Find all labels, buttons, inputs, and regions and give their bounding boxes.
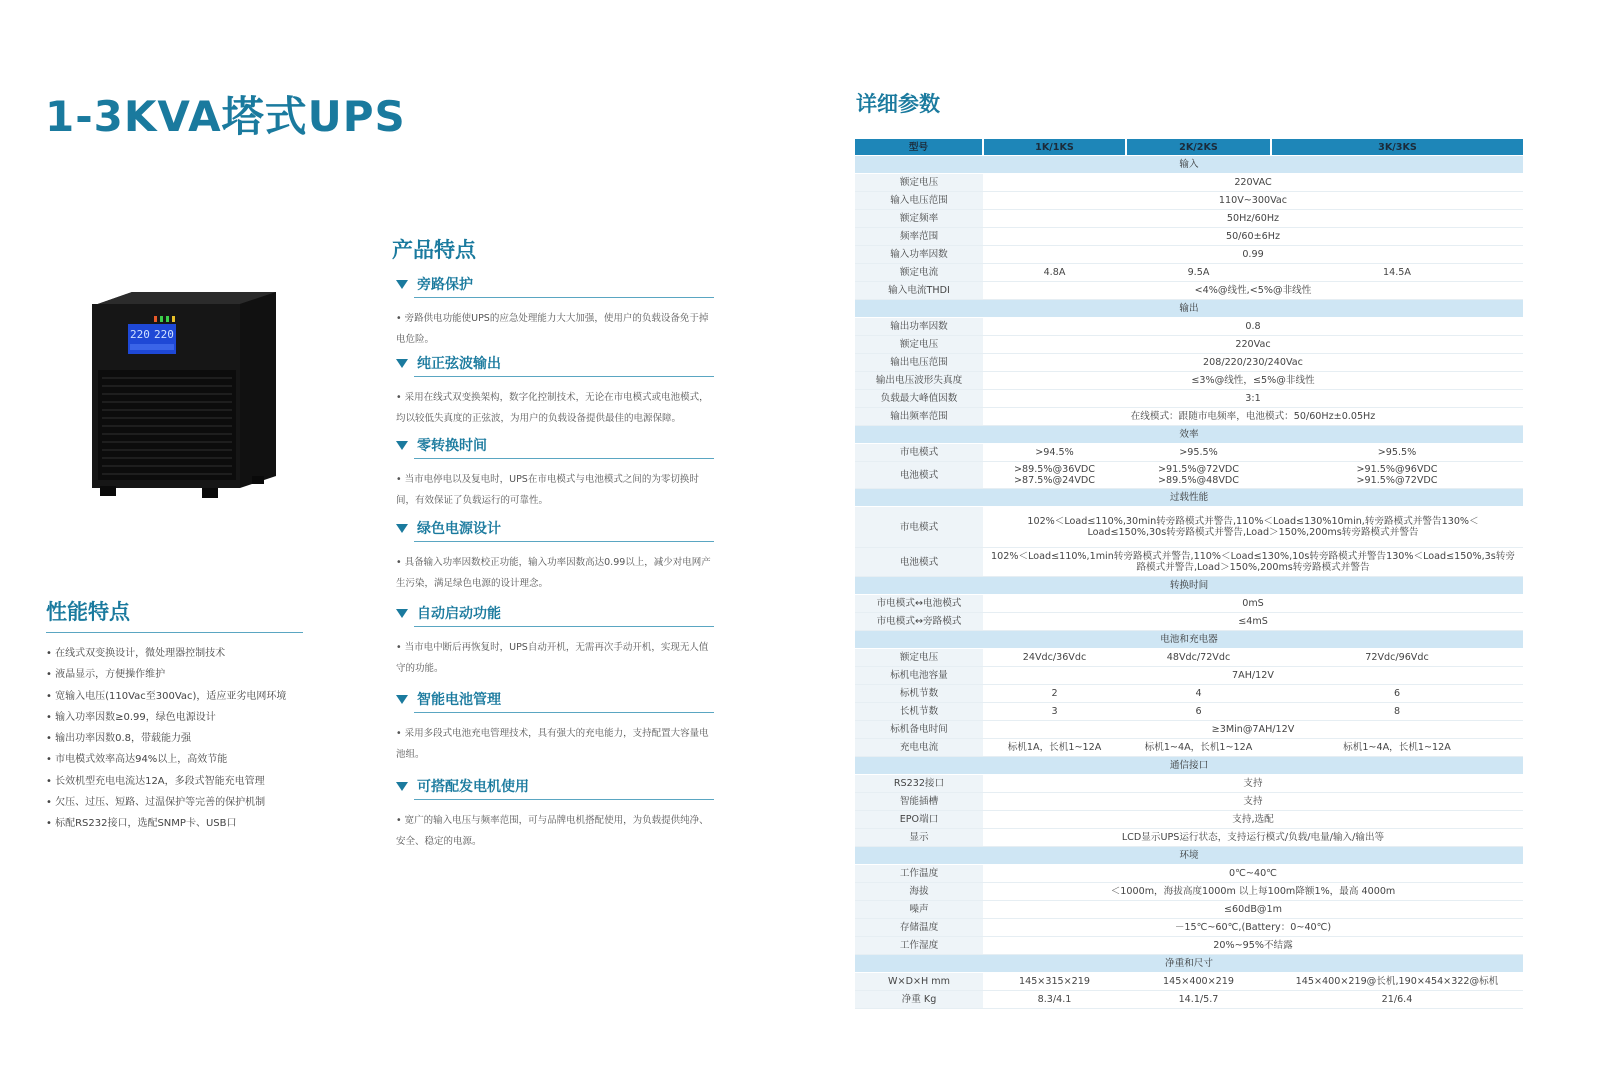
cell: 标机1A，长机1~12A <box>983 739 1126 757</box>
row-label: 额定频率 <box>855 210 983 228</box>
feature-divider <box>414 458 714 459</box>
category-row: 过载性能 <box>855 489 1523 507</box>
ups-product-image <box>92 288 278 500</box>
cell: 4 <box>1126 685 1271 703</box>
spec-table <box>855 139 1523 1009</box>
table-row <box>855 264 1523 282</box>
list-item: • 标配RS232接口，选配SNMP卡、USB口 <box>46 813 286 834</box>
triangle-down-icon <box>396 609 408 618</box>
table-row <box>855 901 1523 919</box>
feature-title: 可搭配发电机使用 <box>417 779 529 795</box>
cell: 3:1 <box>983 390 1523 408</box>
row-label: W×D×H mm <box>855 973 983 991</box>
category-row: 转换时间 <box>855 577 1523 595</box>
cell: 标机1~4A，长机1~12A <box>1271 739 1523 757</box>
cell: 50Hz/60Hz <box>983 210 1523 228</box>
triangle-down-icon <box>396 695 408 704</box>
feature-title: 纯正弦波输出 <box>417 356 501 372</box>
cell: 7AH/12V <box>983 667 1523 685</box>
cell: 102%＜Load≤110%,1min转旁路模式并警告,110%＜Load≤130%,10s转旁路模式并警告130%＜Load≤150%,3s转旁路模式并警告,Load＞150%,200ms转旁路模式并警告 <box>983 548 1523 577</box>
list-item: • 在线式双变换设计，微处理器控制技术 <box>46 643 286 664</box>
triangle-down-icon <box>396 359 408 368</box>
feature-desc: • 宽广的输入电压与频率范围，可与品牌电机搭配使用，为负载提供纯净、安全、稳定的电源。 <box>396 810 714 852</box>
row-label: 额定电压 <box>855 336 983 354</box>
cell: ≤3%@线性，≤5%@非线性 <box>983 372 1523 390</box>
cell: －15℃~60℃,(Battery：0~40℃) <box>983 919 1523 937</box>
cell: 4.8A <box>983 264 1126 282</box>
column-header: 2K/2KS <box>1126 139 1271 156</box>
row-label: 净重 Kg <box>855 991 983 1009</box>
cell-line: >87.5%@24VDC <box>1014 475 1095 486</box>
performance-heading: 性能特点 <box>46 600 130 624</box>
feature-auto-start <box>394 602 714 679</box>
feature-green-power <box>394 517 714 594</box>
category-row: 电池和充电器 <box>855 631 1523 649</box>
row-label: 额定电流 <box>855 264 983 282</box>
table-row <box>855 462 1523 489</box>
row-label: 充电电流 <box>855 739 983 757</box>
cell: 标机1~4A，长机1~12A <box>1126 739 1271 757</box>
table-row <box>855 210 1523 228</box>
row-label: 输出功率因数 <box>855 318 983 336</box>
row-label: 负载最大峰值因数 <box>855 390 983 408</box>
table-row <box>855 228 1523 246</box>
category-row: 通信接口 <box>855 757 1523 775</box>
category-row: 输出 <box>855 300 1523 318</box>
cell: 6 <box>1126 703 1271 721</box>
row-label: 频率范围 <box>855 228 983 246</box>
cell <box>1126 462 1271 489</box>
row-label: 存储温度 <box>855 919 983 937</box>
feature-desc: • 采用多段式电池充电管理技术，具有强大的充电能力，支持配置大容量电池组。 <box>396 723 714 765</box>
table-row <box>855 548 1523 577</box>
cell: >94.5% <box>983 444 1126 462</box>
row-label: 输入电流THDI <box>855 282 983 300</box>
feature-battery-mgmt <box>394 688 714 765</box>
cell: 21/6.4 <box>1271 991 1523 1009</box>
cell: 72Vdc/96Vdc <box>1271 649 1523 667</box>
cell: 220VAC <box>983 174 1523 192</box>
table-row <box>855 721 1523 739</box>
row-label: 标机备电时间 <box>855 721 983 739</box>
cell-line: >91.5%@96VDC <box>1356 464 1438 475</box>
cell: ≥3Min@7AH/12V <box>983 721 1523 739</box>
cell: 24Vdc/36Vdc <box>983 649 1126 667</box>
triangle-down-icon <box>396 782 408 791</box>
feature-desc: • 当市电停电以及复电时，UPS在市电模式与电池模式之间的为零切换时间，有效保证了负载运行的可靠性。 <box>396 469 714 511</box>
row-label: 输入电压范围 <box>855 192 983 210</box>
table-row <box>855 282 1523 300</box>
performance-list <box>46 643 286 835</box>
cell: 0℃~40℃ <box>983 865 1523 883</box>
row-label: 标机节数 <box>855 685 983 703</box>
cell: 6 <box>1271 685 1523 703</box>
table-row <box>855 507 1523 548</box>
feature-sine-wave <box>394 352 714 429</box>
triangle-down-icon <box>396 441 408 450</box>
list-item: • 输出功率因数0.8，带载能力强 <box>46 728 286 749</box>
table-row <box>855 775 1523 793</box>
table-row <box>855 318 1523 336</box>
feature-title: 智能电池管理 <box>417 692 501 708</box>
table-row <box>855 390 1523 408</box>
cell: 9.5A <box>1126 264 1271 282</box>
cell: 支持 <box>983 775 1523 793</box>
cell: 20%~95%不结露 <box>983 937 1523 955</box>
cell: <4%@线性,<5%@非线性 <box>983 282 1523 300</box>
cell: >95.5% <box>1271 444 1523 462</box>
cell: 2 <box>983 685 1126 703</box>
feature-divider <box>414 376 714 377</box>
list-item: • 欠压、过压、短路、过温保护等完善的保护机制 <box>46 792 286 813</box>
row-label: 噪声 <box>855 901 983 919</box>
category-row: 输入 <box>855 156 1523 174</box>
feature-divider <box>414 626 714 627</box>
cell: 8 <box>1271 703 1523 721</box>
column-header: 型号 <box>855 139 983 156</box>
row-label: 市电模式 <box>855 507 983 548</box>
list-item: • 长效机型充电电流达12A，多段式智能充电管理 <box>46 771 286 792</box>
cell: 220Vac <box>983 336 1523 354</box>
cell: >95.5% <box>1126 444 1271 462</box>
table-row <box>855 372 1523 390</box>
cell: 102%＜Load≤110%,30min转旁路模式并警告,110%＜Load≤130%10min,转旁路模式并警告130%＜Load≤150%,30s转旁路模式并警告,Load＞150%,200ms转旁路模式并警告 <box>983 507 1523 548</box>
cell: 0.8 <box>983 318 1523 336</box>
features-heading: 产品特点 <box>392 238 476 262</box>
lcd-right-value: 220 <box>154 328 174 341</box>
cell: LCD显示UPS运行状态，支持运行模式/负载/电量/输入/输出等 <box>983 829 1523 847</box>
cell: 3 <box>983 703 1126 721</box>
list-item: • 输入功率因数≥0.99，绿色电源设计 <box>46 707 286 728</box>
cell: ＜1000m，海拔高度1000m 以上每100m降额1%，最高 4000m <box>983 883 1523 901</box>
feature-divider <box>414 712 714 713</box>
row-label: 输出电压波形失真度 <box>855 372 983 390</box>
cell: 145×400×219 <box>1126 973 1271 991</box>
cell <box>1271 462 1523 489</box>
row-label: 显示 <box>855 829 983 847</box>
table-row <box>855 354 1523 372</box>
cell: 145×315×219 <box>983 973 1126 991</box>
cell: 0.99 <box>983 246 1523 264</box>
feature-zero-transfer <box>394 434 714 511</box>
cell-line: >91.5%@72VDC <box>1356 475 1438 486</box>
cell: ≤60dB@1m <box>983 901 1523 919</box>
table-row <box>855 595 1523 613</box>
row-label: 智能插槽 <box>855 793 983 811</box>
cell: 在线模式：跟随市电频率，电池模式：50/60Hz±0.05Hz <box>983 408 1523 426</box>
cell: 145×400×219@长机,190×454×322@标机 <box>1271 973 1523 991</box>
table-row <box>855 685 1523 703</box>
feature-bypass <box>394 273 714 350</box>
column-header: 3K/3KS <box>1271 139 1523 156</box>
cell-line: >89.5%@36VDC <box>1014 464 1095 475</box>
table-row <box>855 739 1523 757</box>
table-row <box>855 919 1523 937</box>
table-row <box>855 883 1523 901</box>
feature-desc: • 采用在线式双变换架构，数字化控制技术，无论在市电模式或电池模式，均以较低失真度的正弦波，为用户的负载设备提供最佳的电源保障。 <box>396 387 714 429</box>
feature-desc: • 当市电中断后再恢复时，UPS自动开机，无需再次手动开机，实现无人值守的功能。 <box>396 637 714 679</box>
row-label: 工作温度 <box>855 865 983 883</box>
cell: 8.3/4.1 <box>983 991 1126 1009</box>
table-row <box>855 811 1523 829</box>
cell: 110V~300Vac <box>983 192 1523 210</box>
cell: 50/60±6Hz <box>983 228 1523 246</box>
cell: 支持 <box>983 793 1523 811</box>
table-row <box>855 865 1523 883</box>
list-item: • 液晶显示，方便操作维护 <box>46 664 286 685</box>
row-label: 电池模式 <box>855 462 983 489</box>
table-row <box>855 408 1523 426</box>
category-row: 环境 <box>855 847 1523 865</box>
table-row <box>855 667 1523 685</box>
row-label: RS232接口 <box>855 775 983 793</box>
row-label: EPO端口 <box>855 811 983 829</box>
table-row <box>855 793 1523 811</box>
table-row <box>855 613 1523 631</box>
row-label: 标机电池容量 <box>855 667 983 685</box>
cell <box>983 462 1126 489</box>
cell: 14.1/5.7 <box>1126 991 1271 1009</box>
table-row <box>855 649 1523 667</box>
feature-desc: • 具备输入功率因数校正功能，输入功率因数高达0.99以上，减少对电网产生污染，满足绿色电源的设计理念。 <box>396 552 714 594</box>
feature-generator <box>394 775 714 852</box>
table-row <box>855 336 1523 354</box>
table-row <box>855 174 1523 192</box>
row-label: 输出电压范围 <box>855 354 983 372</box>
feature-title: 零转换时间 <box>417 438 487 454</box>
row-label: 电池模式 <box>855 548 983 577</box>
triangle-down-icon <box>396 280 408 289</box>
row-label: 市电模式↔电池模式 <box>855 595 983 613</box>
row-label: 海拔 <box>855 883 983 901</box>
table-row <box>855 937 1523 955</box>
row-label: 工作湿度 <box>855 937 983 955</box>
cell: 0mS <box>983 595 1523 613</box>
list-item: • 市电模式效率高达94%以上，高效节能 <box>46 749 286 770</box>
cell: ≤4mS <box>983 613 1523 631</box>
cell: 14.5A <box>1271 264 1523 282</box>
table-row <box>855 829 1523 847</box>
cell-line: >89.5%@48VDC <box>1158 475 1239 486</box>
lcd-left-value: 220 <box>130 328 150 341</box>
row-label: 长机节数 <box>855 703 983 721</box>
feature-title: 旁路保护 <box>417 277 473 293</box>
cell: 208/220/230/240Vac <box>983 354 1523 372</box>
list-item: • 宽输入电压(110Vac至300Vac)，适应亚劣电网环境 <box>46 686 286 707</box>
category-row: 效率 <box>855 426 1523 444</box>
row-label: 输入功率因数 <box>855 246 983 264</box>
row-label: 市电模式↔旁路模式 <box>855 613 983 631</box>
feature-title: 自动启动功能 <box>417 606 501 622</box>
cell-line: >91.5%@72VDC <box>1158 464 1239 475</box>
triangle-down-icon <box>396 524 408 533</box>
performance-divider <box>46 632 303 633</box>
table-row <box>855 192 1523 210</box>
feature-divider <box>414 297 714 298</box>
cell: 支持,选配 <box>983 811 1523 829</box>
table-row <box>855 973 1523 991</box>
feature-divider <box>414 799 714 800</box>
cell: 48Vdc/72Vdc <box>1126 649 1271 667</box>
category-row: 净重和尺寸 <box>855 955 1523 973</box>
page-title: 1-3KVA塔式UPS <box>45 92 406 141</box>
row-label: 输出频率范围 <box>855 408 983 426</box>
row-label: 额定电压 <box>855 649 983 667</box>
feature-title: 绿色电源设计 <box>417 521 501 537</box>
row-label: 额定电压 <box>855 174 983 192</box>
table-row <box>855 703 1523 721</box>
spec-heading: 详细参数 <box>856 92 940 116</box>
feature-divider <box>414 541 714 542</box>
column-header: 1K/1KS <box>983 139 1126 156</box>
row-label: 市电模式 <box>855 444 983 462</box>
table-row <box>855 444 1523 462</box>
table-row <box>855 246 1523 264</box>
table-row <box>855 991 1523 1009</box>
feature-desc: • 旁路供电功能使UPS的应急处理能力大大加强，使用户的负载设备免于掉电危险。 <box>396 308 714 350</box>
